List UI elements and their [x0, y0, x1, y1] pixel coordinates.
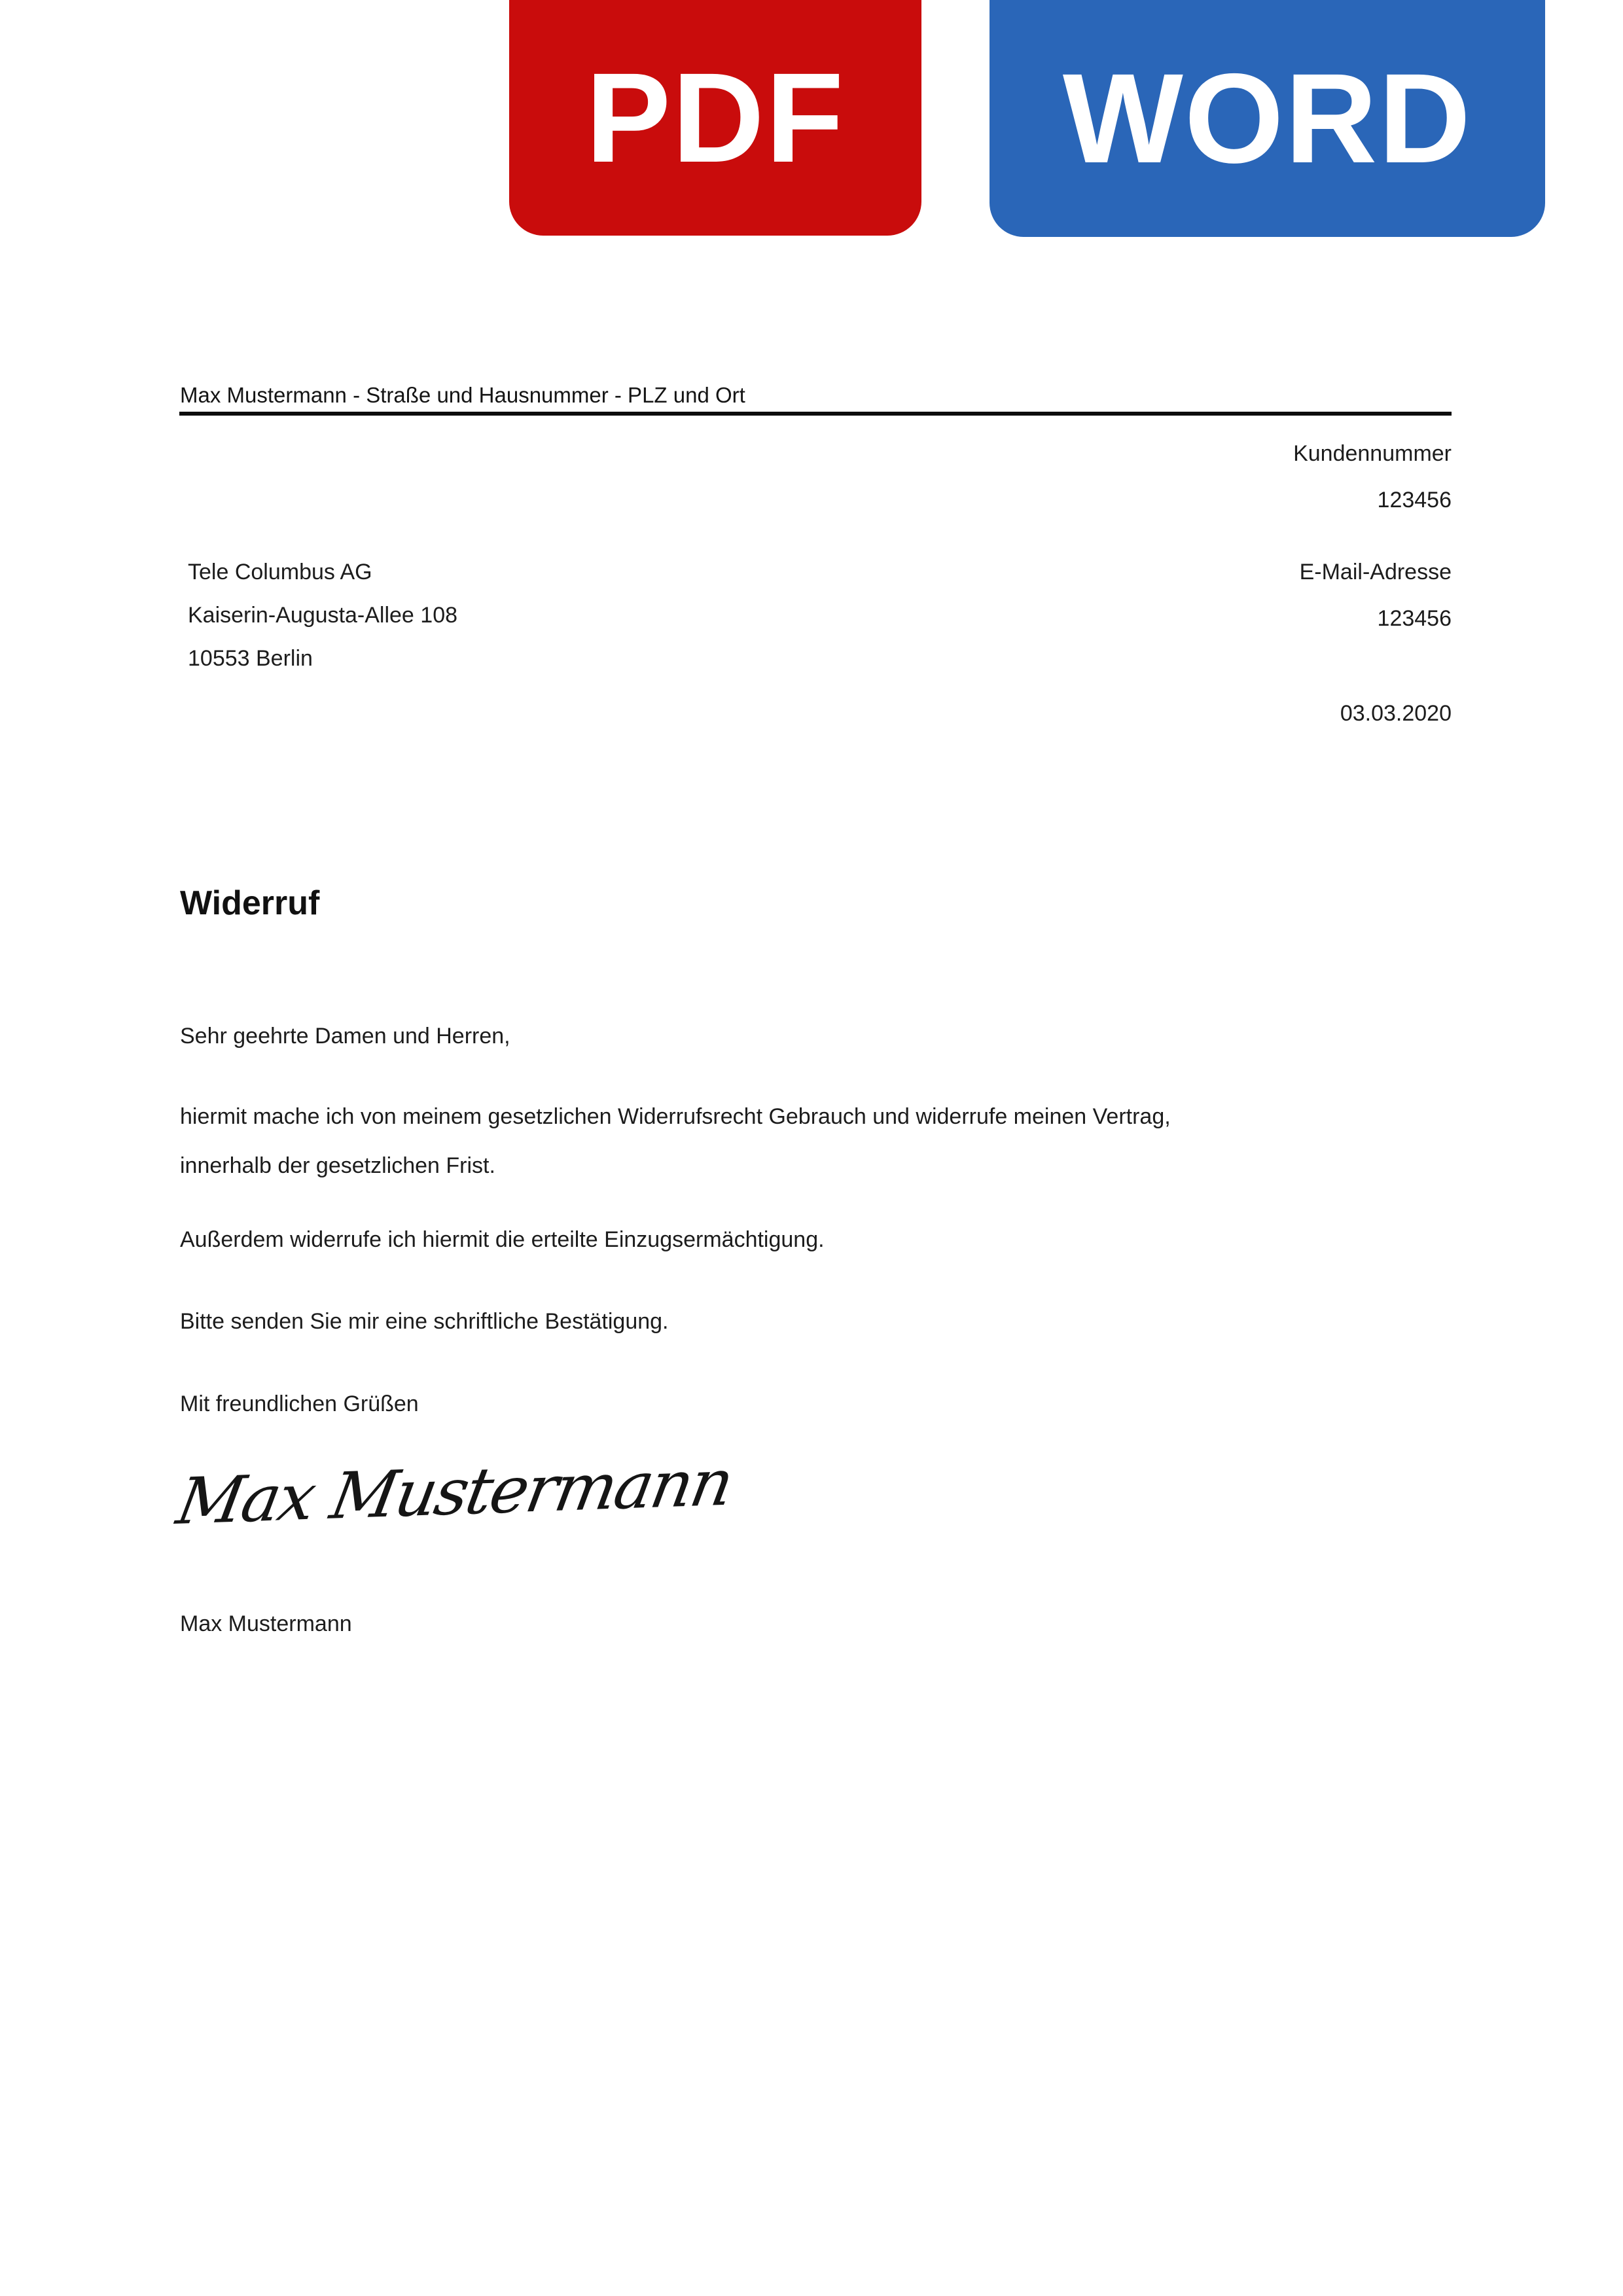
sender-underline — [179, 412, 1452, 416]
recipient-line-city: 10553 Berlin — [188, 646, 313, 671]
pdf-download-button[interactable] — [509, 0, 921, 236]
customer-number-label: Kundennummer — [1293, 441, 1452, 466]
salutation-text: Sehr geehrte Damen und Herren, — [180, 1024, 510, 1049]
pdf-button-label: PDF — [586, 46, 845, 189]
body-paragraph2: Außerdem widerrufe ich hiermit die erteilte Einzugsermächtigung. — [180, 1227, 825, 1252]
email-label: E-Mail-Adresse — [1299, 560, 1452, 584]
closing-text: Mit freundlichen Grüßen — [180, 1391, 419, 1416]
body-paragraph1-line2: innerhalb der gesetzlichen Frist. — [180, 1153, 495, 1178]
body-paragraph1-line1: hiermit mache ich von meinem gesetzlichen Widerrufsrecht Gebrauch und widerrufe meinen Vertrag, — [180, 1104, 1171, 1129]
customer-number-value: 123456 — [1377, 488, 1452, 512]
letter-date: 03.03.2020 — [1340, 701, 1452, 726]
sender-address-line: Max Mustermann - Straße und Hausnummer - PLZ und Ort — [180, 383, 745, 407]
recipient-line-company: Tele Columbus AG — [188, 560, 372, 584]
recipient-address — [188, 550, 457, 680]
word-button-label: WORD — [1062, 46, 1472, 190]
subject-heading: Widerruf — [180, 884, 320, 922]
word-download-button[interactable] — [990, 0, 1545, 237]
handwritten-signature: Max Mustermann — [171, 1445, 738, 1539]
recipient-line-street: Kaiserin-Augusta-Allee 108 — [188, 603, 458, 628]
email-value: 123456 — [1377, 606, 1452, 631]
signer-name: Max Mustermann — [180, 1611, 352, 1636]
body-paragraph3: Bitte senden Sie mir eine schriftliche Bestätigung. — [180, 1309, 669, 1334]
